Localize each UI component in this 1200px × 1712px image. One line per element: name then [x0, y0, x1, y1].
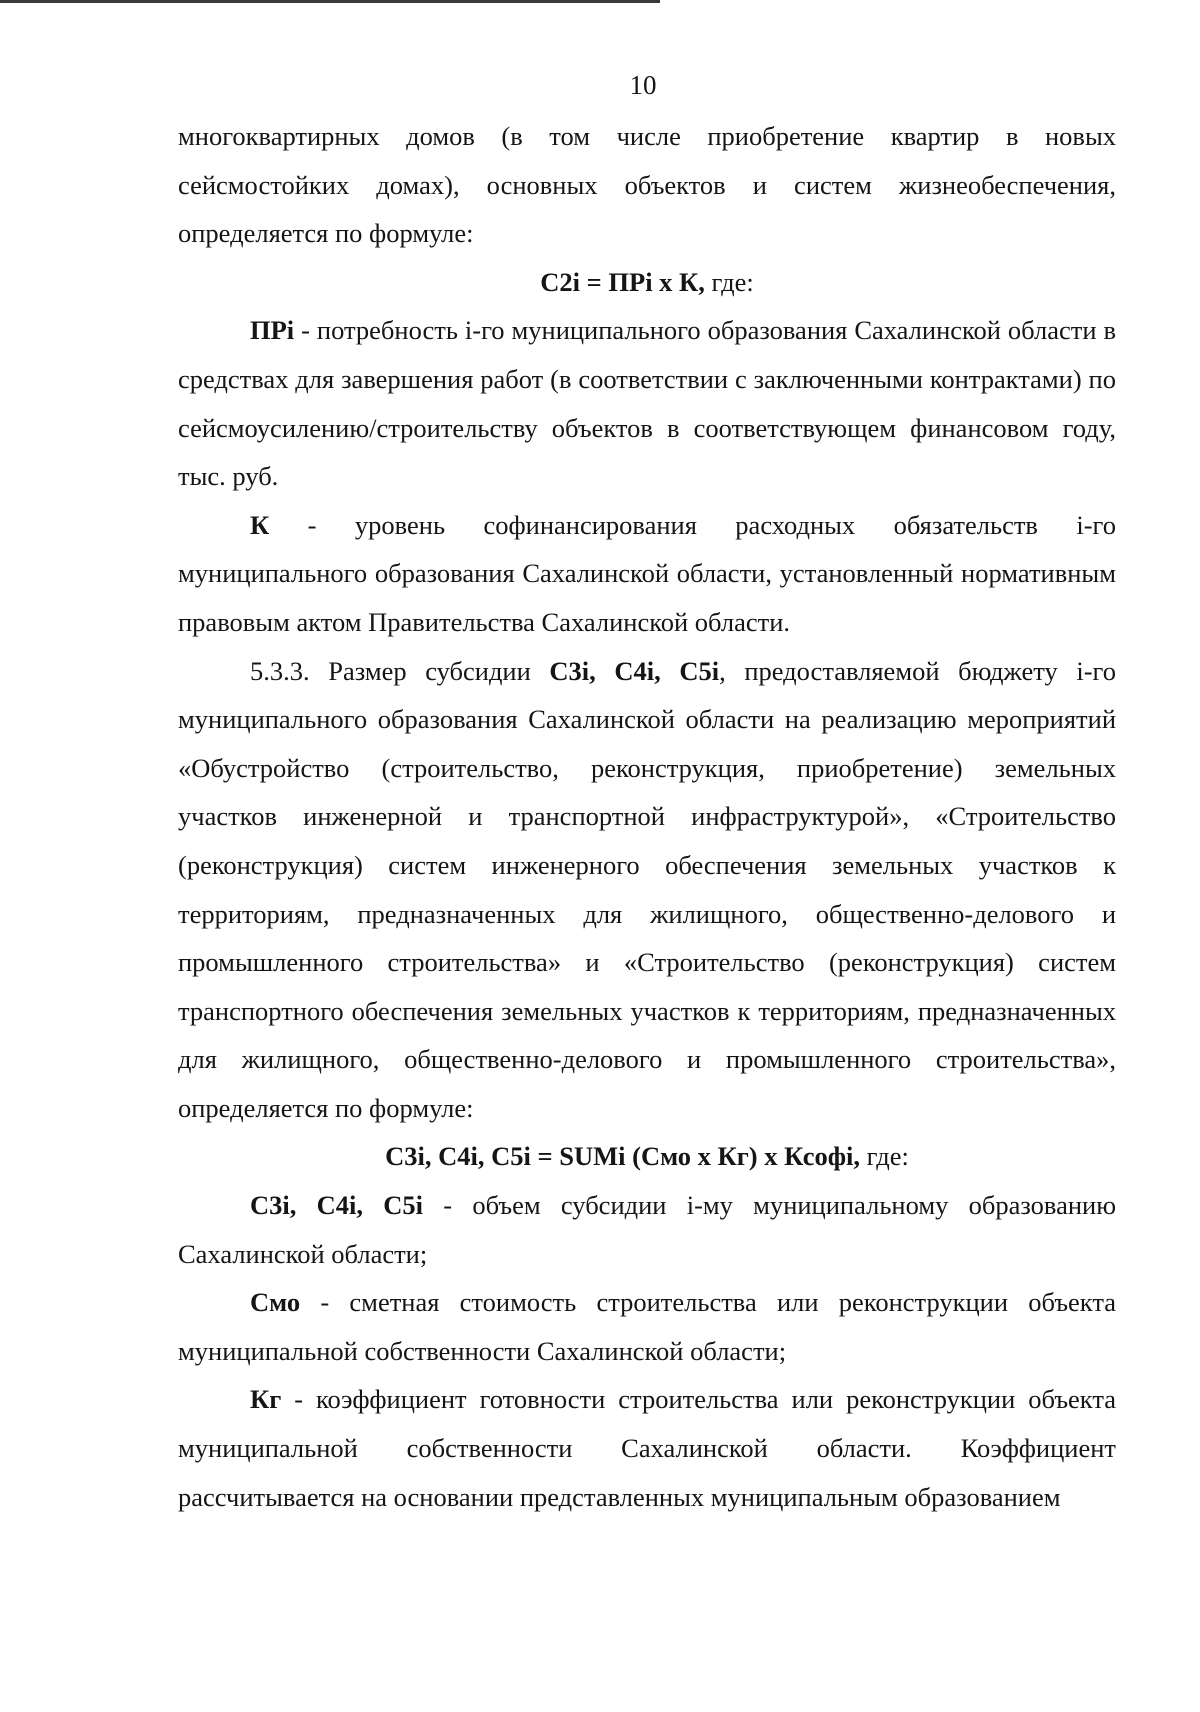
definition-k-term: К [250, 509, 270, 540]
definition-pri-term: ПРi [250, 315, 295, 346]
section-5-3-3-text: , предоставляемой бюджету i-го муниципального образования Сахалинской области на реализацию мероприятий «Обустройство (строительство, реконструкция, приобретение) земельных участков инженерной и транспортной инфраструктурой», «Строительство (реконструкция) систем инженерного обеспечения земельных участков к территориям, предназначенных для жилищного, общественно-делового и промышленного строительства» и «Строительство (реконструкция) систем транспортного обеспечения земельных участков к территориям, предназначенных для жилищного, общественно-делового и промышленного строительства», определяется по формуле: [178, 655, 1116, 1123]
page-number: 10 [629, 70, 657, 100]
definition-kg-text: - коэффициент готовности строительства или реконструкции объекта муниципальной собственности Сахалинской области. Коэффициент рассчитывается на основании представленных муниципальным образованием [178, 1384, 1116, 1512]
definition-pri [178, 306, 1116, 500]
section-5-3-3-paragraph [178, 647, 1116, 1133]
formula-c2i-expression: C2i = ПРi x К, [540, 266, 705, 297]
definition-cmo [178, 1278, 1116, 1375]
formula-c2i-suffix: где: [704, 266, 754, 297]
intro-text: многоквартирных домов (в том числе приобретение квартир в новых сейсмостойких домах), основных объектов и систем жизнеобеспечения, определяется по формуле: [178, 121, 1116, 249]
definition-kg [178, 1375, 1116, 1521]
intro-paragraph [178, 112, 1116, 258]
definition-k-text: - уровень софинансирования расходных обязательств i-го муниципального образования Сахалинской области, установленный нормативным правовым актом Правительства Сахалинской области. [178, 509, 1116, 637]
definition-c3i-term: C3i, C4i, C5i [250, 1190, 423, 1221]
formula-c3i [178, 1132, 1116, 1181]
section-5-3-3-term: C3i, C4i, C5i [549, 655, 720, 686]
definition-pri-text: - потребность i-го муниципального образования Сахалинской области в средствах для завершения работ (в соответствии с заключенными контрактами) по сейсмоусилению/строительству объектов в соответствующем финансовом году, тыс. руб. [178, 315, 1116, 492]
definition-k [178, 501, 1116, 647]
formula-c3i-suffix: где: [860, 1141, 909, 1172]
document-body [178, 112, 1116, 1521]
formula-c3i-expression: C3i, C4i, C5i = SUMi (Cмо x Кг) x Ксофi, [385, 1141, 861, 1172]
section-5-3-3-lead: 5.3.3. Размер субсидии [250, 655, 550, 686]
formula-c2i [178, 258, 1116, 307]
scan-top-edge [0, 0, 660, 3]
definition-kg-term: Кг [250, 1384, 282, 1415]
definition-cmo-term: Смо [250, 1287, 301, 1318]
definition-cmo-text: - сметная стоимость строительства или реконструкции объекта муниципальной собственности Сахалинской области; [178, 1287, 1116, 1366]
definition-c3i [178, 1181, 1116, 1278]
definition-c3i-text: - объем субсидии i-му муниципальному образованию Сахалинской области; [178, 1190, 1116, 1269]
